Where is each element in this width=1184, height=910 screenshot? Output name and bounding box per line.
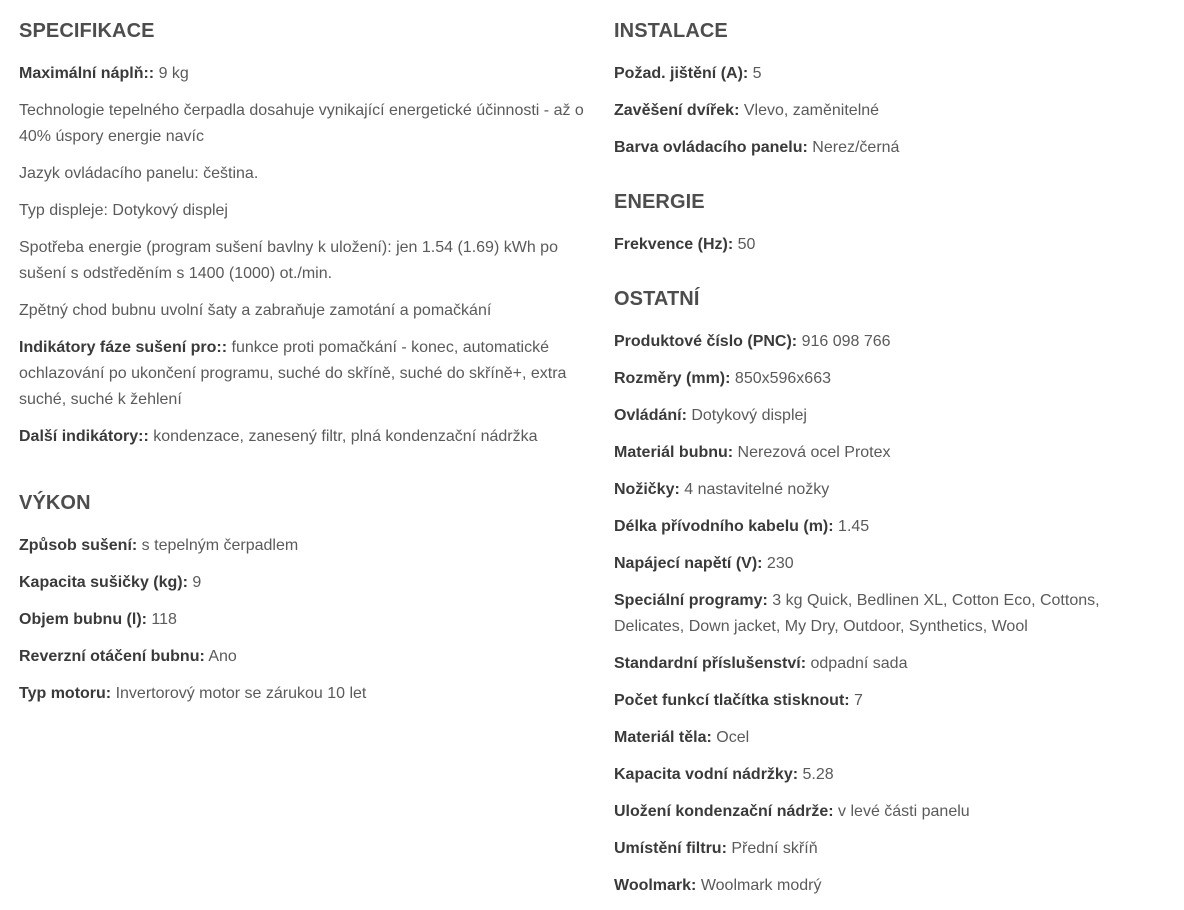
spec-item [19, 533, 584, 559]
section-title: SPECIFIKACE [19, 20, 155, 42]
spec-item [614, 725, 1159, 751]
spec-label: Ovládání: [614, 407, 687, 424]
spec-value: 850x596x663 [730, 370, 831, 387]
spec-item [614, 514, 1159, 540]
spec-item [19, 644, 584, 670]
spec-item [614, 799, 1159, 825]
spec-item [614, 477, 1159, 503]
section-title: INSTALACE [614, 20, 728, 42]
spec-item [614, 873, 1159, 899]
spec-item [614, 588, 1159, 640]
section-energie [614, 190, 1159, 258]
spec-item [19, 98, 584, 150]
section-vykon [19, 491, 584, 707]
spec-label: Způsob sušení: [19, 537, 138, 554]
spec-item [19, 161, 584, 187]
spec-label: Rozměry (mm): [614, 370, 731, 387]
spec-value: Woolmark modrý [696, 877, 822, 894]
spec-label: Počet funkcí tlačítka stisknout: [614, 692, 850, 709]
spec-label: Zavěšení dvířek: [614, 102, 740, 119]
right-column [614, 0, 1159, 910]
spec-value: 916 098 766 [797, 333, 891, 350]
spec-list [19, 61, 584, 450]
spec-value: 1.45 [833, 518, 870, 535]
spec-item [614, 651, 1159, 677]
spec-label: Požad. jištění (A): [614, 65, 749, 82]
spec-item [614, 440, 1159, 466]
spec-value: 9 [187, 574, 202, 591]
section-title: ENERGIE [614, 191, 705, 213]
spec-item [19, 235, 584, 287]
spec-value: Dotykový displej [686, 407, 807, 424]
spec-value: 3 kg Quick, Bedlinen XL, Cotton Eco, Cottons, Delicates, Down jacket, My Dry, Outdoor, Synthetics, Wool [614, 592, 1100, 635]
spec-value: Jazyk ovládacího panelu: čeština. [19, 165, 259, 182]
spec-value: funkce proti pomačkání - konec, automatické ochlazování po ukončení programu, suché do skříně, suché do skříně+, extra suché, suché k žehlení [19, 339, 567, 408]
spec-label: Speciální programy: [614, 592, 768, 609]
spec-item [19, 570, 584, 596]
spec-item [614, 98, 1159, 124]
spec-value: 5.28 [798, 766, 834, 783]
spec-label: Frekvence (Hz): [614, 236, 734, 253]
spec-label: Typ motoru: [19, 685, 112, 702]
spec-value: Nerez/černá [807, 139, 900, 156]
spec-value: Ano [204, 648, 237, 665]
spec-label: Nožičky: [614, 481, 680, 498]
spec-value: Nerezová ocel Protex [733, 444, 891, 461]
spec-value: 50 [733, 236, 756, 253]
spec-item [19, 681, 584, 707]
spec-item [614, 836, 1159, 862]
spec-list [614, 232, 1159, 258]
spec-label: Maximální náplň:: [19, 65, 155, 82]
spec-item [19, 424, 584, 450]
spec-value: 230 [762, 555, 794, 572]
spec-value: 118 [146, 611, 177, 628]
spec-item [19, 298, 584, 324]
spec-label: Barva ovládacího panelu: [614, 139, 808, 156]
spec-value: Zpětný chod bubnu uvolní šaty a zabraňuje zamotání a pomačkání [19, 302, 492, 319]
spec-list [614, 329, 1159, 899]
spec-value: Ocel [711, 729, 750, 746]
spec-label: Umístění filtru: [614, 840, 727, 857]
spec-value: 7 [849, 692, 863, 709]
spec-item [614, 688, 1159, 714]
spec-label: Délka přívodního kabelu (m): [614, 518, 834, 535]
spec-item [19, 198, 584, 224]
section-title: VÝKON [19, 492, 91, 514]
spec-item [614, 403, 1159, 429]
spec-label: Woolmark: [614, 877, 697, 894]
spec-value: Spotřeba energie (program sušení bavlny k uložení): jen 1.54 (1.69) kWh po sušení s odstředěním s 1400 (1000) ot./min. [19, 239, 558, 282]
section-ostatni [614, 287, 1159, 899]
spec-value: 9 kg [154, 65, 189, 82]
spec-list [19, 533, 584, 707]
spec-item [614, 61, 1159, 87]
section-specifikace [19, 19, 584, 450]
spec-value: 4 nastavitelné nožky [679, 481, 830, 498]
spec-value: Technologie tepelného čerpadla dosahuje vynikající energetické účinnosti - až o 40% úspory energie navíc [19, 102, 584, 145]
spec-item [19, 61, 584, 87]
spec-item [19, 607, 584, 633]
spec-item [614, 232, 1159, 258]
spec-value: odpadní sada [806, 655, 908, 672]
spec-label: Reverzní otáčení bubnu: [19, 648, 205, 665]
spec-value: Invertorový motor se zárukou 10 let [111, 685, 367, 702]
spec-label: Produktové číslo (PNC): [614, 333, 798, 350]
spec-label: Další indikátory:: [19, 428, 149, 445]
spec-label: Napájecí napětí (V): [614, 555, 763, 572]
section-instalace [614, 19, 1159, 161]
spec-value: Vlevo, zaměnitelné [739, 102, 880, 119]
spec-list [614, 61, 1159, 161]
spec-item [614, 329, 1159, 355]
spec-label: Uložení kondenzační nádrže: [614, 803, 834, 820]
spec-label: Kapacita vodní nádržky: [614, 766, 799, 783]
spec-value: Přední skříň [726, 840, 818, 857]
spec-value: s tepelným čerpadlem [137, 537, 299, 554]
spec-value: v levé části panelu [833, 803, 970, 820]
spec-value: 5 [748, 65, 762, 82]
spec-value: Typ displeje: Dotykový displej [19, 202, 228, 219]
spec-label: Objem bubnu (l): [19, 611, 147, 628]
spec-label: Indikátory fáze sušení pro:: [19, 339, 228, 356]
spec-label: Materiál těla: [614, 729, 712, 746]
spec-item [19, 335, 584, 413]
section-title: OSTATNÍ [614, 288, 700, 310]
spec-label: Standardní příslušenství: [614, 655, 807, 672]
left-column [19, 0, 584, 718]
spec-item [614, 366, 1159, 392]
spec-item [614, 135, 1159, 161]
spec-value: kondenzace, zanesený filtr, plná kondenzační nádržka [148, 428, 538, 445]
spec-item [614, 551, 1159, 577]
spec-label: Kapacita sušičky (kg): [19, 574, 188, 591]
spec-item [614, 762, 1159, 788]
spec-label: Materiál bubnu: [614, 444, 734, 461]
